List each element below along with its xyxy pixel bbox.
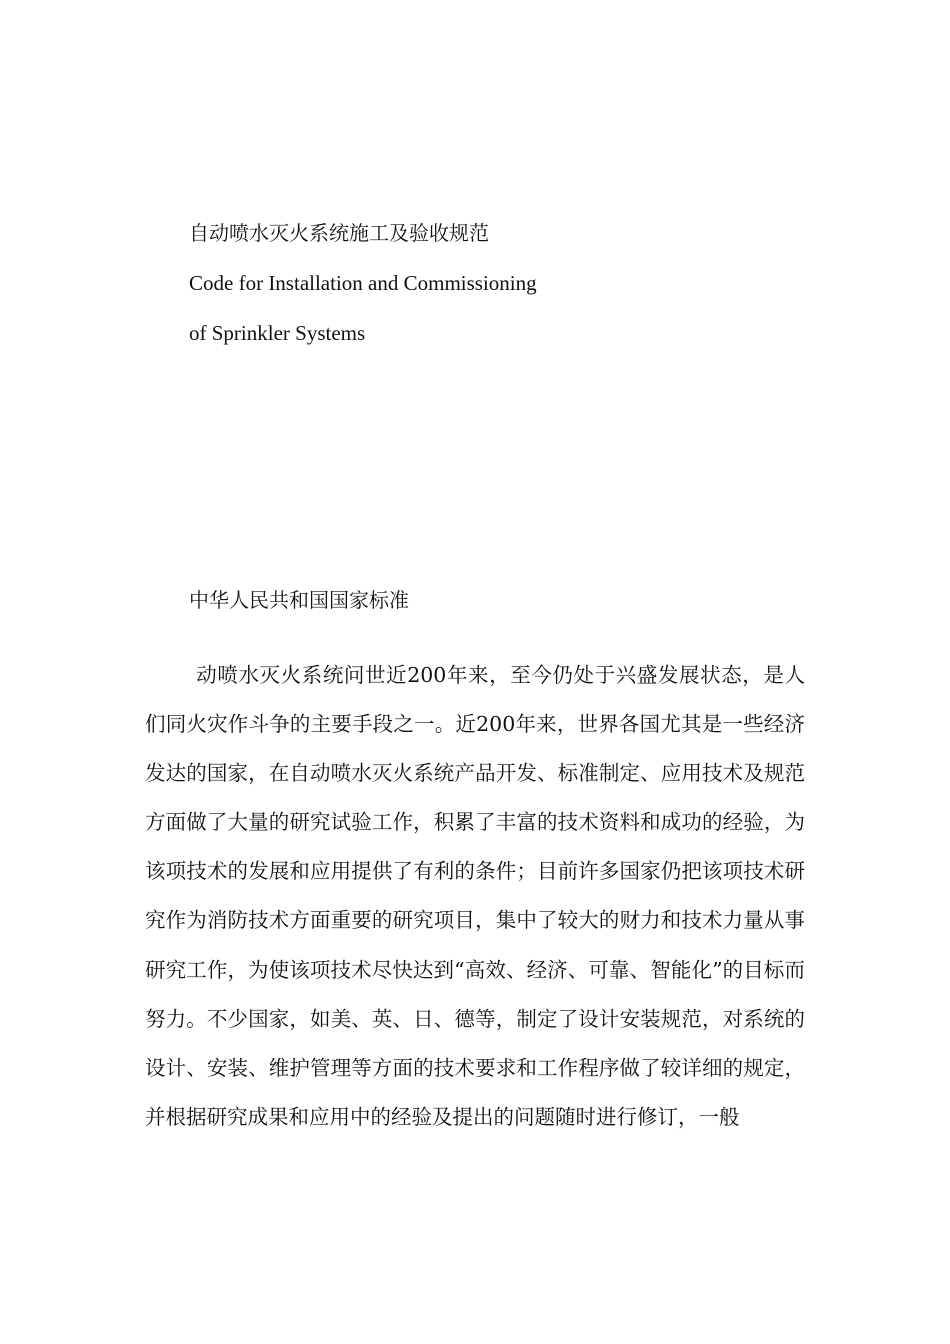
title-chinese: 自动喷水灭火系统施工及验收规范 [189, 221, 489, 245]
standard-organization: 中华人民共和国国家标准 [189, 588, 409, 612]
title-block [189, 208, 789, 358]
title-english-line-1: Code for Installation and Commissioning [189, 271, 537, 295]
title-english-line-2: of Sprinkler Systems [189, 321, 366, 345]
body-paragraph: 动喷水灭火系统问世近200年来，至今仍处于兴盛发展状态，是人们同火灾作斗争的主要手段之一。近200年来，世界各国尤其是一些经济发达的国家，在自动喷水灭火系统产品开发、标准制定、应用技术及规范方面做了大量的研究试验工作，积累了丰富的技术资料和成功的经验，为该项技术的发展和应用提供了有利的条件；目前许多国家仍把该项技术研究作为消防技术方面重要的研究项目，集中了较大的财力和技术力量从事研究工作，为使该项技术尽快达到“高效、经济、可靠、智能化”的目标而努力。不少国家，如美、英、日、德等，制定了设计安装规范，对系统的设计、安装、维护管理等方面的技术要求和工作程序做了较详细的规定，并根据研究成果和应用中的经验及提出的问题随时进行修订，一般 [145, 663, 805, 1129]
